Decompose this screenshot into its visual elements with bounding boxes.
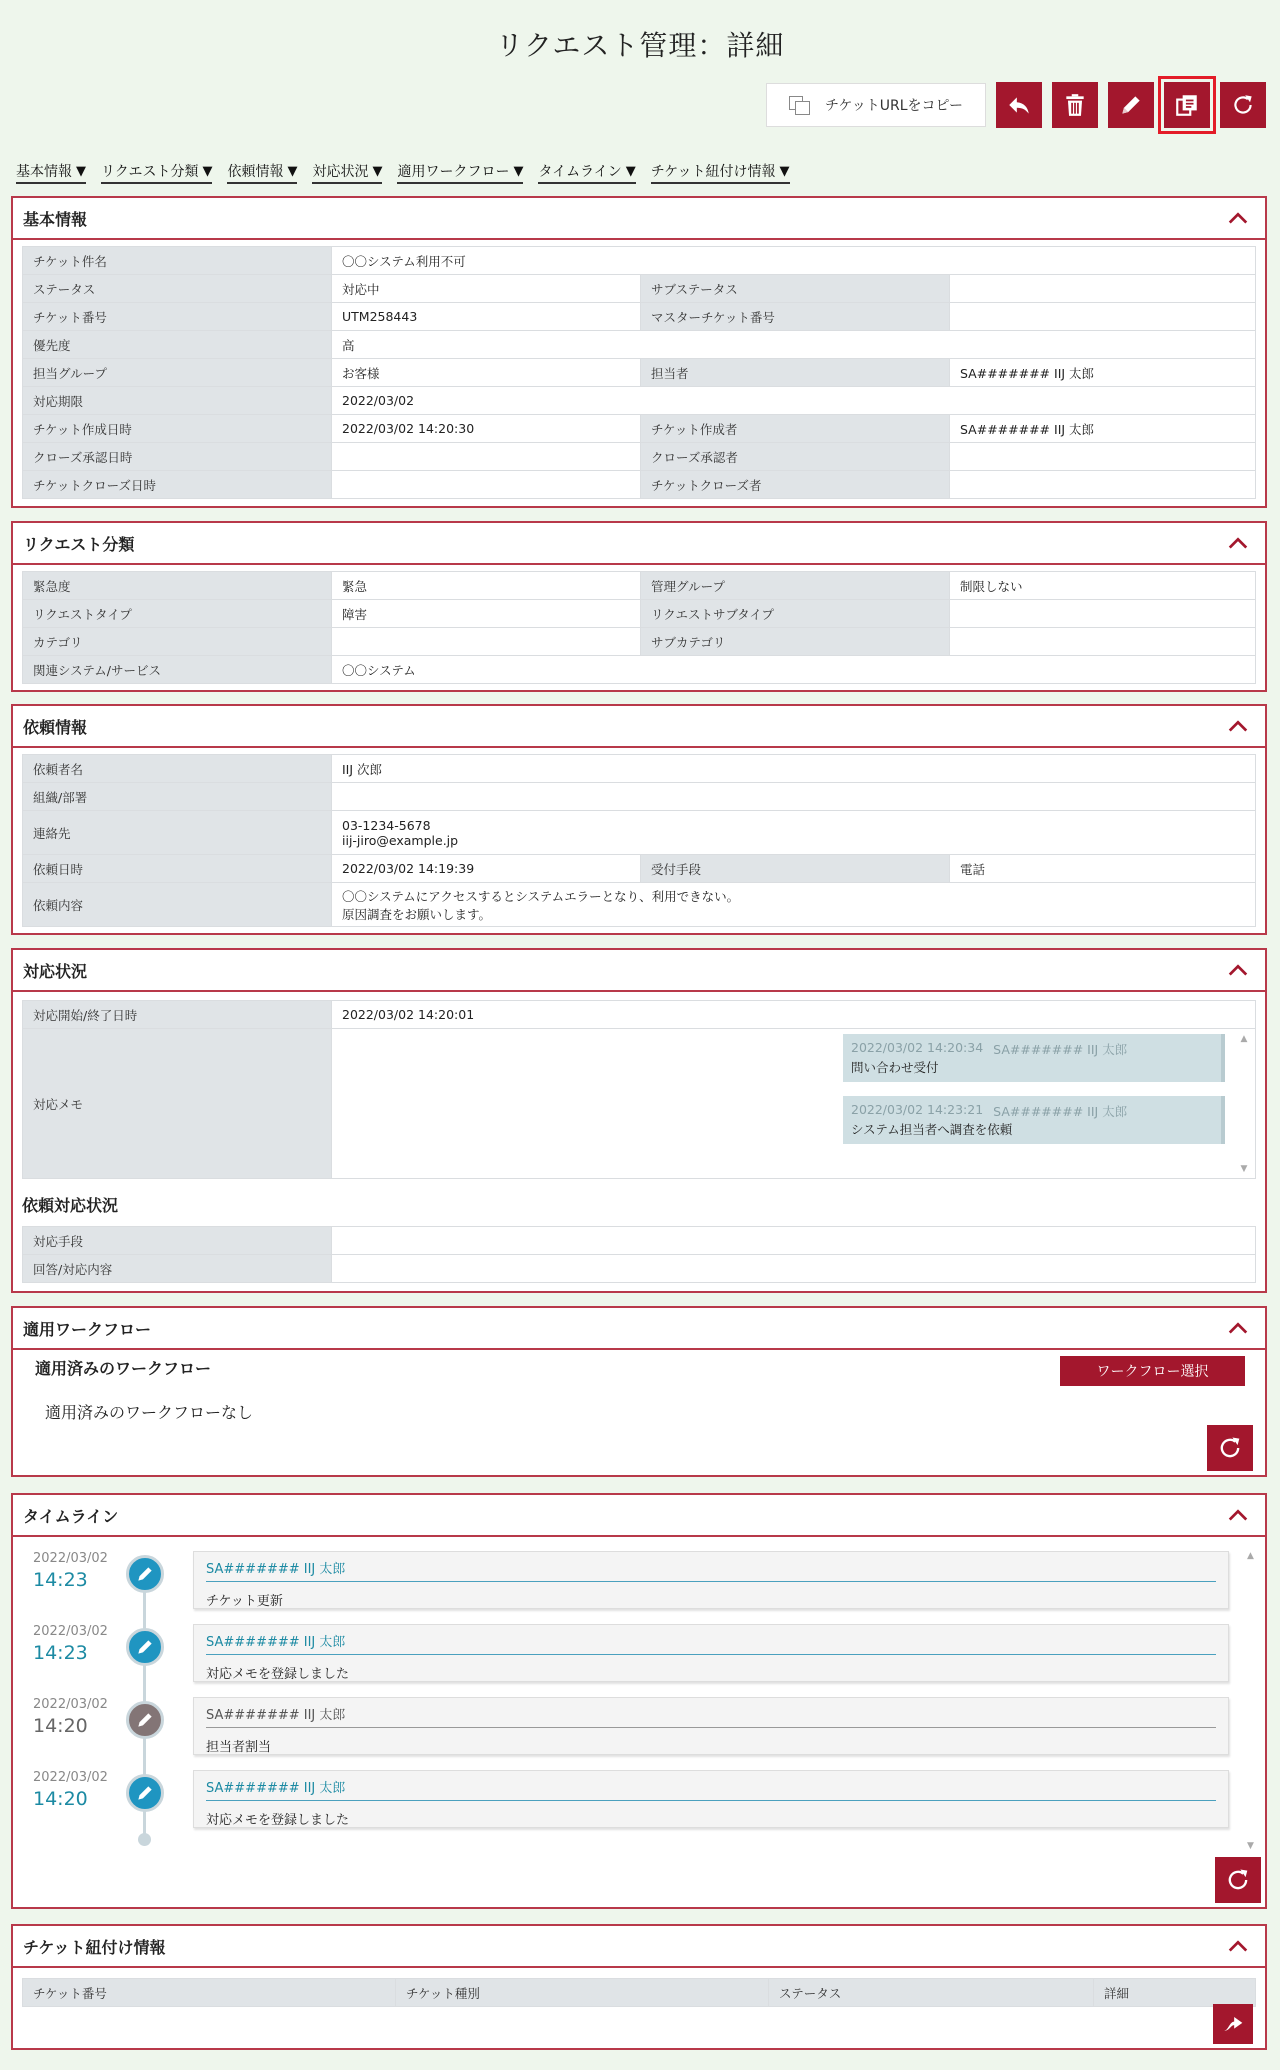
workflow-select-button[interactable]: ワークフロー選択 — [1060, 1356, 1245, 1386]
status-table — [22, 1000, 1256, 1179]
link-arrow-icon — [1219, 2010, 1247, 2038]
anchor-label: 基本情報 — [16, 164, 72, 180]
edit-button[interactable] — [1108, 82, 1154, 128]
label: 優先度 — [23, 331, 332, 359]
anchor-label: リクエスト分類 — [101, 164, 199, 180]
content-line: 〇〇システムにアクセスするとシステムエラーとなり、利用できない。 — [342, 888, 740, 904]
label: 緊急度 — [23, 572, 332, 600]
pencil-icon — [126, 1555, 164, 1593]
master-ticket-number — [950, 303, 1256, 331]
timeline-author: SA####### IIJ 太郎 — [206, 1558, 1216, 1582]
timeline-list — [13, 1551, 1265, 1851]
response-status-table — [22, 1226, 1256, 1283]
chevron-up-icon[interactable] — [1227, 959, 1249, 981]
timeline-item — [13, 1551, 1193, 1623]
chevron-up-icon[interactable] — [1227, 1504, 1249, 1526]
label: 対応メモ — [23, 1029, 332, 1179]
pencil-icon — [126, 1701, 164, 1739]
contact-value — [332, 811, 1256, 855]
label: クローズ承認日時 — [23, 443, 332, 471]
timeline-card — [193, 1770, 1229, 1828]
triangle-down-icon: ▼ — [513, 163, 524, 179]
column-header: チケット種別 — [396, 1979, 769, 2007]
applied-workflow-title: 適用済みのワークフロー — [35, 1359, 212, 1378]
section-request-category — [11, 521, 1267, 692]
label: チケットクローズ者 — [641, 471, 950, 499]
label: サブステータス — [641, 275, 950, 303]
scroll-up-icon[interactable]: ▲ — [1240, 1033, 1248, 1044]
section-title: チケット紐付け情報 — [23, 1937, 166, 1957]
anchor-workflow[interactable] — [397, 161, 523, 184]
anchor-category[interactable] — [101, 161, 212, 184]
answer-value — [332, 1255, 1256, 1283]
chevron-up-icon[interactable] — [1227, 1317, 1249, 1339]
triangle-down-icon: ▼ — [287, 163, 298, 179]
email-value: iij-jiro@example.jp — [342, 832, 459, 848]
section-header — [13, 950, 1265, 992]
label: 対応手段 — [23, 1227, 332, 1255]
section-header — [13, 1308, 1265, 1350]
anchor-basic[interactable] — [16, 161, 86, 184]
chevron-up-icon[interactable] — [1227, 1935, 1249, 1957]
phone-value: 03-1234-5678 — [342, 817, 431, 833]
section-title: 対応状況 — [23, 961, 88, 981]
close-approver — [950, 443, 1256, 471]
triangle-down-icon: ▼ — [372, 163, 383, 179]
subcategory-value — [950, 628, 1256, 656]
refresh-button[interactable] — [1220, 82, 1266, 128]
page-title: リクエスト管理：詳細 — [495, 29, 785, 62]
anchor-request[interactable] — [227, 161, 297, 184]
ticket-name: 〇〇システム利用不可 — [332, 247, 1256, 275]
timeline-refresh-button[interactable] — [1215, 1857, 1261, 1903]
section-timeline — [11, 1493, 1267, 1909]
timeline-date: 2022/03/02 — [33, 1697, 108, 1712]
timeline-time: 14:20 — [33, 1788, 88, 1810]
scroll-down-icon[interactable]: ▼ — [1240, 1163, 1248, 1174]
chevron-up-icon[interactable] — [1227, 532, 1249, 554]
reply-icon — [1006, 92, 1032, 118]
timeline-text: 対応メモを登録しました — [206, 1667, 350, 1682]
pencil-icon — [1118, 92, 1144, 118]
scroll-down-icon[interactable]: ▼ — [1247, 1841, 1254, 1851]
section-header — [13, 523, 1265, 565]
closer-value — [950, 471, 1256, 499]
copy-icon — [789, 96, 811, 114]
section-title: 依頼情報 — [23, 717, 88, 737]
delete-button[interactable] — [1052, 82, 1098, 128]
start-end-value: 2022/03/02 14:20:01 — [332, 1001, 1256, 1029]
timeline-item — [13, 1697, 1193, 1769]
memo-card — [843, 1034, 1225, 1082]
reply-button[interactable] — [996, 82, 1042, 128]
triangle-down-icon: ▼ — [202, 163, 213, 179]
section-request-info — [11, 704, 1267, 935]
timeline-item — [13, 1770, 1193, 1842]
anchor-label: 依頼情報 — [227, 164, 284, 180]
label: クローズ承認者 — [641, 443, 950, 471]
scroll-up-icon[interactable]: ▲ — [1247, 1551, 1254, 1561]
substatus-value — [950, 275, 1256, 303]
anchor-label: チケット紐付け情報 — [650, 164, 776, 180]
label: リクエストタイプ — [23, 600, 332, 628]
label: チケット作成者 — [641, 415, 950, 443]
related-system-value: 〇〇システム — [332, 656, 1256, 684]
request-type-value: 障害 — [332, 600, 641, 628]
timeline-date: 2022/03/02 — [33, 1770, 108, 1785]
timeline-text: チケット更新 — [206, 1594, 283, 1609]
anchor-timeline[interactable] — [538, 161, 635, 184]
request-date-value: 2022/03/02 14:19:39 — [332, 855, 641, 883]
anchor-status[interactable] — [312, 161, 382, 184]
memo-time: 2022/03/02 14:20:34 — [851, 1039, 984, 1055]
label: 担当者 — [641, 359, 950, 387]
label: カテゴリ — [23, 628, 332, 656]
timeline-time: 14:23 — [33, 1569, 88, 1591]
refresh-icon — [1216, 1434, 1244, 1462]
timeline-text: 担当者割当 — [206, 1740, 272, 1755]
timeline-date: 2022/03/02 — [33, 1624, 108, 1639]
requester-value: IIJ 次郎 — [332, 755, 1256, 783]
label: サブカテゴリ — [641, 628, 950, 656]
link-ticket-button[interactable] — [1213, 2004, 1253, 2044]
memo-text: システム担当者へ調査を依頼 — [851, 1121, 1013, 1137]
copy-url-label: チケットURLをコピー — [825, 98, 963, 114]
label: 回答/対応内容 — [23, 1255, 332, 1283]
label: 依頼内容 — [23, 883, 332, 927]
links-table — [22, 1978, 1256, 2007]
section-title: 適用ワークフロー — [23, 1319, 152, 1339]
deadline-value: 2022/03/02 — [332, 387, 1256, 415]
memo-author: SA####### IIJ 太郎 — [993, 1041, 1128, 1057]
label: 対応開始/終了日時 — [23, 1001, 332, 1029]
memo-time: 2022/03/02 14:23:21 — [851, 1101, 984, 1117]
org-value — [332, 783, 1256, 811]
memo-card — [843, 1096, 1225, 1144]
section-workflow — [11, 1306, 1267, 1477]
label: 依頼日時 — [23, 855, 332, 883]
label: 組織/部署 — [23, 783, 332, 811]
column-header: 詳細 — [1094, 1979, 1256, 2007]
timeline-author: SA####### IIJ 太郎 — [206, 1777, 1216, 1801]
timeline-scrollbar[interactable] — [1247, 1551, 1257, 1851]
label: 関連システム/サービス — [23, 656, 332, 684]
column-header: チケット番号 — [23, 1979, 396, 2007]
request-method-value: 電話 — [950, 855, 1256, 883]
timeline-text: 対応メモを登録しました — [206, 1813, 350, 1828]
label: チケット番号 — [23, 303, 332, 331]
anchor-links[interactable] — [651, 161, 790, 184]
section-basic-info — [11, 196, 1267, 508]
anchor-label: タイムライン — [538, 164, 622, 180]
request-content-value — [332, 883, 1256, 927]
label: 担当グループ — [23, 359, 332, 387]
chevron-up-icon[interactable] — [1227, 715, 1249, 737]
timeline-author: SA####### IIJ 太郎 — [206, 1704, 1216, 1728]
basic-info-table — [22, 246, 1256, 499]
timeline-time: 14:20 — [33, 1715, 88, 1737]
section-header — [13, 1495, 1265, 1537]
pencil-icon — [126, 1628, 164, 1666]
label: チケットクローズ日時 — [23, 471, 332, 499]
status-value: 対応中 — [332, 275, 641, 303]
mgmt-group-value: 制限しない — [950, 572, 1256, 600]
label: 依頼者名 — [23, 755, 332, 783]
section-header — [13, 1926, 1265, 1968]
anchor-label: 適用ワークフロー — [397, 164, 510, 180]
memo-author: SA####### IIJ 太郎 — [993, 1103, 1128, 1119]
trash-icon — [1062, 92, 1088, 118]
timeline-card — [193, 1624, 1229, 1682]
section-title: リクエスト分類 — [23, 534, 135, 554]
triangle-down-icon: ▼ — [779, 163, 790, 179]
label: 対応期限 — [23, 387, 332, 415]
column-header: ステータス — [769, 1979, 1094, 2007]
refresh-icon — [1230, 92, 1256, 118]
timeline-author: SA####### IIJ 太郎 — [206, 1631, 1216, 1655]
timeline-card — [193, 1697, 1229, 1755]
section-header — [13, 198, 1265, 240]
workflow-refresh-button[interactable] — [1207, 1425, 1253, 1471]
section-status — [11, 948, 1267, 1293]
timeline-time: 14:23 — [33, 1642, 88, 1664]
label: 連絡先 — [23, 811, 332, 855]
label: マスターチケット番号 — [641, 303, 950, 331]
label: チケット作成日時 — [23, 415, 332, 443]
close-approve-date — [332, 443, 641, 471]
category-table — [22, 571, 1256, 684]
triangle-down-icon: ▼ — [625, 163, 636, 179]
creator-value: SA####### IIJ 太郎 — [950, 415, 1256, 443]
timeline-card — [193, 1551, 1229, 1609]
label: 受付手段 — [641, 855, 950, 883]
toolbar — [766, 82, 1266, 128]
copy-ticket-icon — [1174, 92, 1200, 118]
memo-text: 問い合わせ受付 — [851, 1059, 939, 1075]
sub-title: 依頼対応状況 — [22, 1196, 119, 1215]
section-title: タイムライン — [23, 1506, 119, 1526]
request-subtype-value — [950, 600, 1256, 628]
pencil-icon — [126, 1774, 164, 1812]
urgency-value: 緊急 — [332, 572, 641, 600]
triangle-down-icon: ▼ — [76, 163, 86, 179]
no-workflow-text: 適用済みのワークフローなし — [45, 1403, 254, 1422]
chevron-up-icon[interactable] — [1227, 207, 1249, 229]
section-ticket-links — [11, 1924, 1267, 2050]
section-anchor-bar — [16, 161, 790, 184]
ticket-number: UTM258443 — [332, 303, 641, 331]
section-title: 基本情報 — [23, 209, 88, 229]
category-value — [332, 628, 641, 656]
timeline-item — [13, 1624, 1193, 1696]
assignee-group: お客様 — [332, 359, 641, 387]
refresh-icon — [1224, 1866, 1252, 1894]
request-info-table — [22, 754, 1256, 927]
label: リクエストサブタイプ — [641, 600, 950, 628]
label: ステータス — [23, 275, 332, 303]
label: チケット件名 — [23, 247, 332, 275]
priority-value: 高 — [332, 331, 1256, 359]
section-header — [13, 706, 1265, 748]
memo-area[interactable] — [332, 1029, 1256, 1179]
close-date — [332, 471, 641, 499]
copy-url-button[interactable] — [766, 83, 986, 127]
created-date: 2022/03/02 14:20:30 — [332, 415, 641, 443]
response-method-value — [332, 1227, 1256, 1255]
content-line: 原因調査をお願いします。 — [342, 906, 492, 922]
memo-scrollbar[interactable] — [1239, 1034, 1249, 1174]
assignee-value: SA####### IIJ 太郎 — [950, 359, 1256, 387]
anchor-label: 対応状況 — [312, 164, 369, 180]
timeline-date: 2022/03/02 — [33, 1551, 108, 1566]
label: 管理グループ — [641, 572, 950, 600]
copy-ticket-button[interactable] — [1164, 82, 1210, 128]
